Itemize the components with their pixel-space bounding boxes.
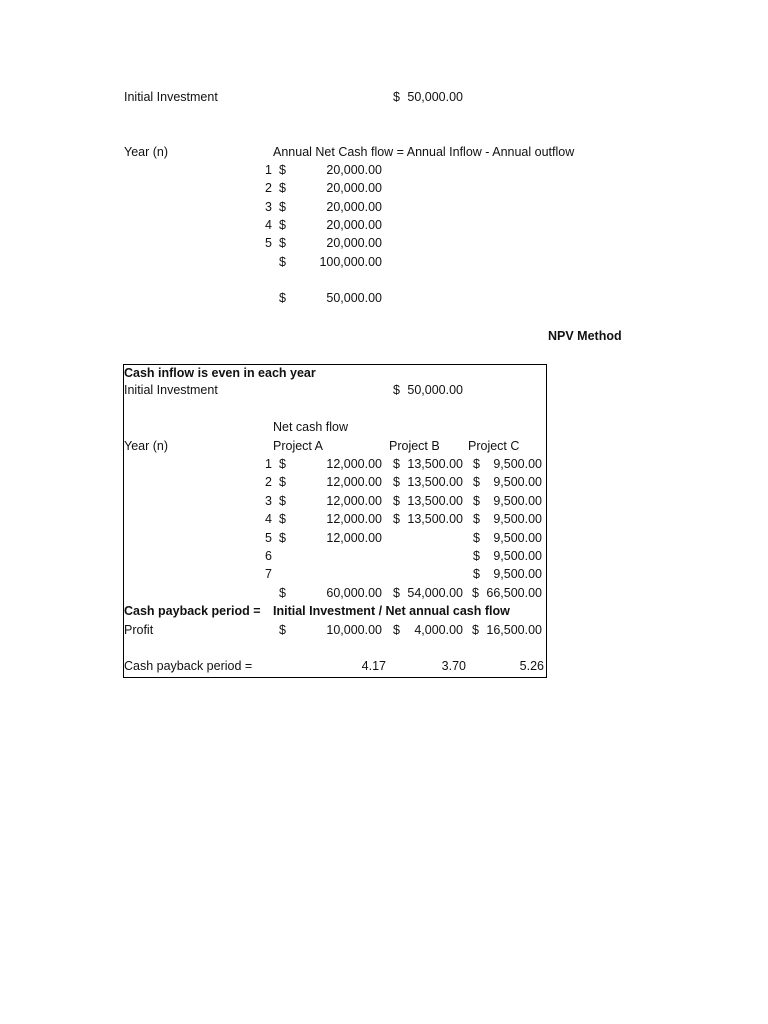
box-initial-investment-currency: $ [393, 383, 400, 397]
project-b-value: 13,500.00 [407, 494, 463, 508]
currency-symbol: $ [279, 181, 286, 195]
project-c-currency: $ [473, 475, 480, 489]
project-b-header: Project B [389, 439, 440, 453]
total-c-currency: $ [472, 586, 479, 600]
cash-flow-value: 20,000.00 [326, 163, 382, 177]
profit-label: Profit [124, 623, 154, 637]
year-number: 1 [265, 457, 272, 471]
project-a-currency: $ [279, 494, 286, 508]
cash-flow-value: 20,000.00 [326, 181, 382, 195]
total-currency: $ [279, 255, 286, 269]
project-a-currency: $ [279, 512, 286, 526]
year-number: 5 [265, 236, 272, 250]
profit-b-value: 4,000.00 [414, 623, 463, 637]
project-b-currency: $ [393, 457, 400, 471]
currency-symbol: $ [279, 163, 286, 177]
currency-symbol: $ [279, 218, 286, 232]
project-c-currency: $ [473, 494, 480, 508]
total-a-currency: $ [279, 586, 286, 600]
year-number: 1 [265, 163, 272, 177]
year-number: 2 [265, 475, 272, 489]
npv-method-heading: NPV Method [548, 329, 622, 343]
project-a-value: 12,000.00 [326, 512, 382, 526]
year-label: Year (n) [124, 145, 169, 159]
total-cash-flow: 100,000.00 [319, 255, 382, 269]
net-value: 50,000.00 [326, 291, 382, 305]
initial-investment-value: 50,000.00 [407, 90, 463, 104]
project-c-currency: $ [473, 457, 480, 471]
profit-c-value: 16,500.00 [486, 623, 542, 637]
cash-flow-value: 20,000.00 [326, 218, 382, 232]
project-c-value: 9,500.00 [493, 512, 542, 526]
profit-c-currency: $ [472, 623, 479, 637]
currency-symbol: $ [279, 236, 286, 250]
box-title: Cash inflow is even in each year [124, 366, 316, 380]
payback-a-value: 4.17 [361, 659, 386, 673]
initial-investment-currency: $ [393, 90, 400, 104]
payback-period-label: Cash payback period = [124, 604, 261, 618]
profit-b-currency: $ [393, 623, 400, 637]
project-a-currency: $ [279, 531, 286, 545]
project-c-value: 9,500.00 [493, 457, 542, 471]
cash-flow-formula: Annual Net Cash flow = Annual Inflow - Annual outflow [273, 145, 575, 159]
project-b-currency: $ [393, 494, 400, 508]
year-number: 7 [265, 567, 272, 581]
year-number: 5 [265, 531, 272, 545]
project-c-currency: $ [473, 549, 480, 563]
project-c-value: 9,500.00 [493, 475, 542, 489]
year-number: 6 [265, 549, 272, 563]
project-a-currency: $ [279, 457, 286, 471]
total-a-value: 60,000.00 [326, 586, 382, 600]
project-c-value: 9,500.00 [493, 549, 542, 563]
year-number: 2 [265, 181, 272, 195]
payback-b-value: 3.70 [441, 659, 466, 673]
currency-symbol: $ [279, 200, 286, 214]
project-a-value: 12,000.00 [326, 457, 382, 471]
project-c-currency: $ [473, 531, 480, 545]
project-c-currency: $ [473, 512, 480, 526]
year-number: 4 [265, 218, 272, 232]
box-initial-investment-label: Initial Investment [124, 383, 218, 397]
initial-investment-label: Initial Investment [124, 90, 218, 104]
net-cash-flow-label: Net cash flow [273, 420, 349, 434]
payback-formula: Initial Investment / Net annual cash flow [273, 604, 510, 618]
project-c-currency: $ [473, 567, 480, 581]
project-b-value: 13,500.00 [407, 457, 463, 471]
profit-a-currency: $ [279, 623, 286, 637]
project-b-currency: $ [393, 512, 400, 526]
project-a-value: 12,000.00 [326, 531, 382, 545]
project-a-header: Project A [273, 439, 324, 453]
net-currency: $ [279, 291, 286, 305]
total-c-value: 66,500.00 [486, 586, 542, 600]
box-initial-investment-value: 50,000.00 [407, 383, 463, 397]
year-number: 3 [265, 494, 272, 508]
year-number: 4 [265, 512, 272, 526]
total-b-currency: $ [393, 586, 400, 600]
payback-result-label: Cash payback period = [124, 659, 253, 673]
year-number: 3 [265, 200, 272, 214]
project-c-value: 9,500.00 [493, 531, 542, 545]
project-a-value: 12,000.00 [326, 475, 382, 489]
project-b-value: 13,500.00 [407, 475, 463, 489]
profit-a-value: 10,000.00 [326, 623, 382, 637]
project-c-value: 9,500.00 [493, 567, 542, 581]
total-b-value: 54,000.00 [407, 586, 463, 600]
cash-flow-value: 20,000.00 [326, 236, 382, 250]
project-c-header: Project C [468, 439, 520, 453]
box-year-label: Year (n) [124, 439, 169, 453]
project-c-value: 9,500.00 [493, 494, 542, 508]
project-a-currency: $ [279, 475, 286, 489]
project-a-value: 12,000.00 [326, 494, 382, 508]
cash-flow-value: 20,000.00 [326, 200, 382, 214]
payback-c-value: 5.26 [519, 659, 544, 673]
project-b-currency: $ [393, 475, 400, 489]
project-b-value: 13,500.00 [407, 512, 463, 526]
